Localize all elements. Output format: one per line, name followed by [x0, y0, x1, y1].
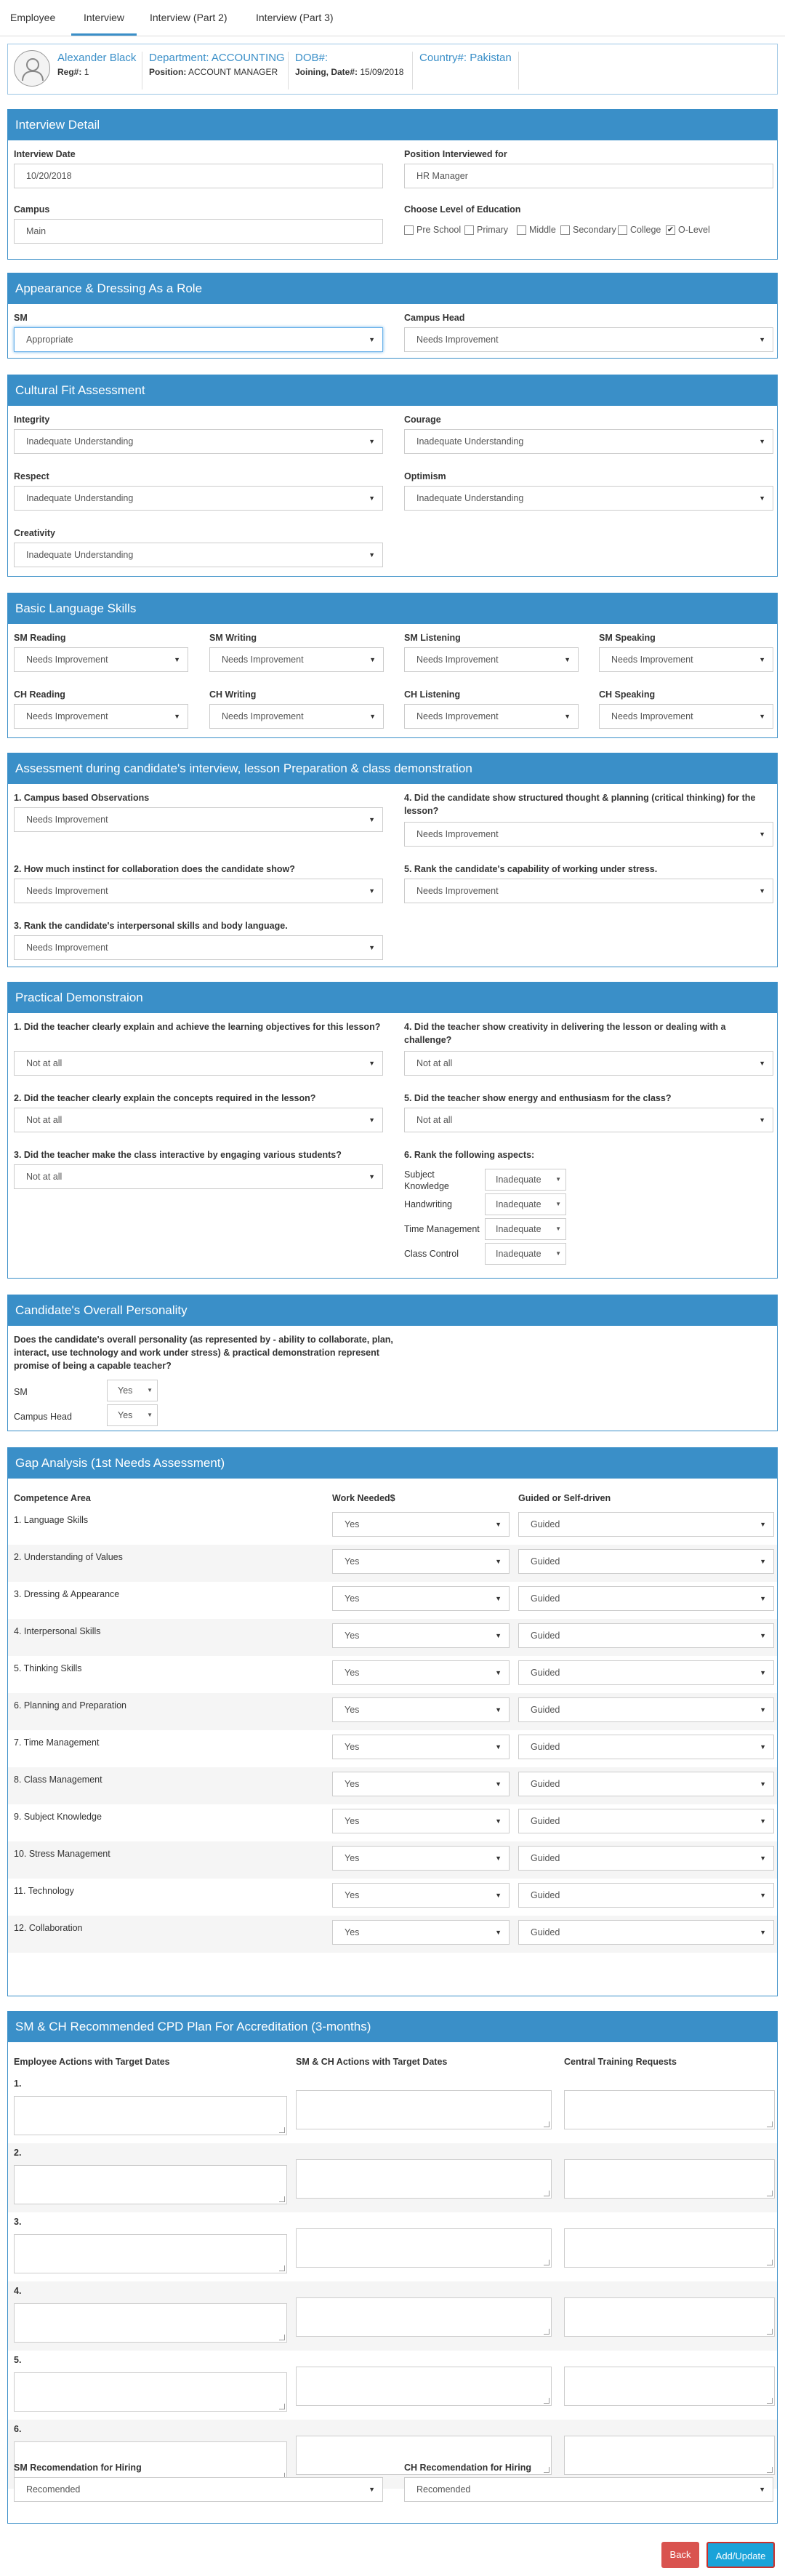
- checkbox-college[interactable]: College: [618, 225, 661, 235]
- chevron-down-icon: ▼: [759, 336, 765, 343]
- guided-select[interactable]: Guided ▼: [518, 1660, 774, 1685]
- central-training-textarea[interactable]: [564, 2297, 775, 2337]
- assessment-q5-label: 5. Rank the candidate's capability of working under stress.: [404, 864, 658, 874]
- campus-head-appearance-select[interactable]: Needs Improvement ▼: [404, 327, 773, 352]
- ch-recommendation-select[interactable]: Recomended ▼: [404, 2477, 773, 2502]
- creativity-select[interactable]: Inadequate Understanding ▼: [14, 543, 383, 567]
- personality-ch-select[interactable]: Yes ▼: [107, 1404, 158, 1426]
- practical-q2-label: 2. Did the teacher clearly explain the concepts required in the lesson?: [14, 1093, 316, 1103]
- chevron-down-icon: ▼: [369, 336, 375, 343]
- work-needed-select[interactable]: Yes ▼: [332, 1809, 510, 1833]
- work-needed-select[interactable]: Yes ▼: [332, 1846, 510, 1871]
- assessment-q2-select[interactable]: Needs Improvement ▼: [14, 879, 383, 903]
- ch-recommendation-label: CH Recomendation for Hiring: [404, 2463, 532, 2473]
- resize-grip-icon[interactable]: [767, 2329, 773, 2335]
- ch-reading-select[interactable]: Needs Improvement ▼: [14, 704, 188, 729]
- chevron-down-icon: ▼: [555, 1201, 561, 1207]
- panel-title: Candidate's Overall Personality: [8, 1295, 777, 1326]
- joining-label: Joining, Date#:: [295, 67, 358, 77]
- competence-area-label: 7. Time Management: [14, 1737, 100, 1748]
- back-button[interactable]: Back: [661, 2542, 699, 2568]
- resize-grip-icon[interactable]: [279, 2265, 285, 2271]
- cpd-row-number: 4.: [14, 2286, 22, 2296]
- chevron-down-icon: ▼: [759, 656, 765, 663]
- tab-bar: [0, 0, 785, 36]
- resize-grip-icon[interactable]: [767, 2121, 773, 2127]
- tab-interview-part-2[interactable]: Interview (Part 2): [150, 12, 228, 23]
- practical-q4-select[interactable]: Not at all ▼: [404, 1051, 773, 1076]
- personality-sm-select[interactable]: Yes ▼: [107, 1380, 158, 1401]
- department: Department: ACCOUNTING: [149, 52, 285, 64]
- resize-grip-icon[interactable]: [544, 2191, 550, 2196]
- integrity-label: Integrity: [14, 415, 50, 425]
- chevron-down-icon: ▼: [555, 1225, 561, 1232]
- column-header: Work Needed$: [332, 1493, 395, 1503]
- employee-actions-textarea[interactable]: [14, 2234, 287, 2273]
- guided-select[interactable]: Guided ▼: [518, 1920, 774, 1945]
- panel-title: Cultural Fit Assessment: [8, 375, 777, 406]
- resize-grip-icon[interactable]: [767, 2191, 773, 2196]
- central-training-textarea[interactable]: [564, 2159, 775, 2199]
- interview-detail-panel: [7, 109, 778, 260]
- guided-select[interactable]: Guided ▼: [518, 1549, 774, 1574]
- cpd-row-number: 1.: [14, 2079, 22, 2089]
- competence-area-label: 8. Class Management: [14, 1775, 102, 1785]
- resize-grip-icon[interactable]: [279, 2127, 285, 2133]
- campus-head-appearance-label: Campus Head: [404, 313, 465, 323]
- chevron-down-icon: ▼: [555, 1176, 561, 1183]
- position-value: ACCOUNT MANAGER: [188, 67, 278, 77]
- chevron-down-icon: ▼: [760, 1855, 766, 1862]
- aspect-subject-knowledge-select[interactable]: Inadequate ▼: [485, 1169, 566, 1191]
- sm-writing-label: SM Writing: [209, 633, 257, 643]
- chevron-down-icon: ▼: [495, 1669, 502, 1676]
- chevron-down-icon: ▼: [174, 713, 180, 720]
- respect-label: Respect: [14, 471, 49, 481]
- aspect-class-control-select[interactable]: Inadequate ▼: [485, 1243, 566, 1265]
- practical-q1-label: 1. Did the teacher clearly explain and achieve the learning objectives for this lesson?: [14, 1022, 381, 1032]
- checkbox-box[interactable]: [560, 225, 570, 235]
- sm-recommendation-select[interactable]: Recomended ▼: [14, 2477, 383, 2502]
- sm-ch-actions-textarea[interactable]: [296, 2228, 552, 2268]
- competence-area-label: 11. Technology: [14, 1886, 74, 1896]
- user-icon: [21, 57, 44, 81]
- competence-area-label: 5. Thinking Skills: [14, 1663, 82, 1673]
- aspect-handwriting-select[interactable]: Inadequate ▼: [485, 1193, 566, 1215]
- appearance-panel: [7, 273, 778, 359]
- tab-interview[interactable]: Interview: [71, 12, 137, 36]
- chevron-down-icon: ▼: [760, 1669, 766, 1676]
- assessment-q1-label: 1. Campus based Observations: [14, 793, 150, 803]
- work-needed-select[interactable]: Yes ▼: [332, 1623, 510, 1648]
- chevron-down-icon: ▼: [369, 887, 375, 895]
- dob: DOB#:: [295, 52, 329, 64]
- sm-writing-select[interactable]: Needs Improvement ▼: [209, 647, 384, 672]
- assessment-q4-label: 4. Did the candidate show structured thought & planning (critical thinking) for the lesson?: [404, 793, 756, 816]
- chevron-down-icon: ▼: [369, 656, 376, 663]
- cpd-row-number: 2.: [14, 2148, 22, 2158]
- chevron-down-icon: ▼: [564, 713, 571, 720]
- creativity-label: Creativity: [14, 528, 55, 538]
- respect-select[interactable]: Inadequate Understanding ▼: [14, 486, 383, 511]
- sm-ch-actions-textarea[interactable]: [296, 2159, 552, 2199]
- panel-title: Assessment during candidate's interview, lesson Preparation & class demonstration: [8, 753, 777, 784]
- chevron-down-icon: ▼: [369, 2486, 375, 2493]
- assessment-q2-label: 2. How much instinct for collaboration does the candidate show?: [14, 864, 295, 874]
- cpd-row-number: 3.: [14, 2217, 22, 2227]
- panel-title: Practical Demonstraion: [8, 983, 777, 1013]
- ch-reading-label: CH Reading: [14, 689, 65, 700]
- aspect-time-management-select[interactable]: Inadequate ▼: [485, 1218, 566, 1240]
- employee-actions-textarea[interactable]: [14, 2096, 287, 2135]
- chevron-down-icon: ▼: [759, 1116, 765, 1124]
- courage-select[interactable]: Inadequate Understanding ▼: [404, 429, 773, 454]
- cpd-row-number: 6.: [14, 2424, 22, 2434]
- sm-speaking-select[interactable]: Needs Improvement ▼: [599, 647, 773, 672]
- chevron-down-icon: ▼: [495, 1929, 502, 1936]
- chevron-down-icon: ▼: [369, 1116, 375, 1124]
- resize-grip-icon[interactable]: [544, 2121, 550, 2127]
- checkbox-box[interactable]: [618, 225, 627, 235]
- resize-grip-icon[interactable]: [767, 2398, 773, 2404]
- competence-area-label: 1. Language Skills: [14, 1515, 89, 1525]
- reg-label: Reg#:: [57, 67, 82, 77]
- personality-question: Does the candidate's overall personality (as represented by - ability to collaborate, plan, interact, use technology and work under stress) & practical demonstration represent promise of being a capable teacher?: [14, 1335, 393, 1371]
- ch-writing-select[interactable]: Needs Improvement ▼: [209, 704, 384, 729]
- employee-profile-card: [7, 44, 778, 95]
- chevron-down-icon: ▼: [760, 1521, 766, 1528]
- chevron-down-icon: ▼: [369, 438, 375, 445]
- sm-appearance-select[interactable]: Appropriate ▼: [14, 327, 383, 352]
- chevron-down-icon: ▼: [759, 713, 765, 720]
- central-training-textarea[interactable]: [564, 2436, 775, 2475]
- tab-interview-part-3[interactable]: Interview (Part 3): [256, 12, 334, 23]
- check-icon[interactable]: ✔: [667, 225, 675, 235]
- chevron-down-icon: ▼: [495, 1706, 502, 1713]
- sm-ch-actions-textarea[interactable]: [296, 2090, 552, 2129]
- ch-listening-select[interactable]: Needs Improvement ▼: [404, 704, 579, 729]
- panel-title: SM & CH Recommended CPD Plan For Accreditation (3-months): [8, 2012, 777, 2042]
- cultural-fit-panel: [7, 375, 778, 577]
- chevron-down-icon: ▼: [369, 1060, 375, 1067]
- checkbox-secondary[interactable]: Secondary: [560, 225, 616, 235]
- chevron-down-icon: ▼: [564, 656, 571, 663]
- competence-area-label: 3. Dressing & Appearance: [14, 1589, 120, 1599]
- chevron-down-icon: ▼: [369, 551, 375, 559]
- central-training-textarea[interactable]: [564, 2228, 775, 2268]
- aspect-label: Handwriting: [404, 1199, 453, 1209]
- practical-q1-select[interactable]: Not at all ▼: [14, 1051, 383, 1076]
- add-update-button[interactable]: Add/Update: [706, 2542, 775, 2568]
- work-needed-select[interactable]: Yes ▼: [332, 1512, 510, 1537]
- chevron-down-icon: ▼: [495, 1595, 502, 1602]
- interview-date-label: Interview Date: [14, 149, 76, 159]
- work-needed-select[interactable]: Yes ▼: [332, 1920, 510, 1945]
- campus-input[interactable]: Main: [14, 219, 383, 244]
- courage-label: Courage: [404, 415, 441, 425]
- language-skills-panel: [7, 593, 778, 738]
- chevron-down-icon: ▼: [369, 1173, 375, 1180]
- optimism-select[interactable]: Inadequate Understanding ▼: [404, 486, 773, 511]
- avatar: [14, 50, 50, 87]
- competence-area-label: 12. Collaboration: [14, 1923, 83, 1933]
- practical-q3-label: 3. Did the teacher make the class interactive by engaging various students?: [14, 1150, 342, 1160]
- chevron-down-icon: ▼: [147, 1412, 153, 1418]
- chevron-down-icon: ▼: [759, 1060, 765, 1067]
- chevron-down-icon: ▼: [495, 1743, 502, 1751]
- assessment-q1-select[interactable]: Needs Improvement ▼: [14, 807, 383, 832]
- work-needed-select[interactable]: Yes ▼: [332, 1660, 510, 1685]
- overall-personality-panel: [7, 1295, 778, 1431]
- assessment-q5-select[interactable]: Needs Improvement ▼: [404, 879, 773, 903]
- interview-date-input[interactable]: 10/20/2018: [14, 164, 383, 188]
- chevron-down-icon: ▼: [369, 944, 375, 951]
- resize-grip-icon[interactable]: [544, 2329, 550, 2335]
- aspect-label: Class Control: [404, 1249, 459, 1259]
- chevron-down-icon: ▼: [760, 1743, 766, 1751]
- resize-grip-icon[interactable]: [767, 2467, 773, 2473]
- cpd-row-number: 5.: [14, 2355, 22, 2365]
- joining-value: 15/09/2018: [360, 67, 404, 77]
- chevron-down-icon: ▼: [147, 1387, 153, 1393]
- work-needed-select[interactable]: Yes ▼: [332, 1697, 510, 1722]
- work-needed-select[interactable]: Yes ▼: [332, 1772, 510, 1796]
- sm-ch-actions-textarea[interactable]: [296, 2297, 552, 2337]
- guided-select[interactable]: Guided ▼: [518, 1809, 774, 1833]
- competence-area-label: 2. Understanding of Values: [14, 1552, 123, 1562]
- panel-title: Gap Analysis (1st Needs Assessment): [8, 1448, 777, 1479]
- practical-demonstration-panel: [7, 982, 778, 1279]
- chevron-down-icon: ▼: [495, 1632, 502, 1639]
- resize-grip-icon[interactable]: [279, 2404, 285, 2409]
- chevron-down-icon: ▼: [760, 1595, 766, 1602]
- position-interviewed-input[interactable]: HR Manager: [404, 164, 773, 188]
- panel-title: Interview Detail: [8, 110, 777, 140]
- chevron-down-icon: ▼: [495, 1521, 502, 1528]
- chevron-down-icon: ▼: [760, 1929, 766, 1936]
- checkbox-pre-school[interactable]: Pre School: [404, 225, 461, 235]
- sm-appearance-label: SM: [14, 313, 28, 323]
- guided-select[interactable]: Guided ▼: [518, 1586, 774, 1611]
- panel-title: Basic Language Skills: [8, 593, 777, 624]
- personality-ch-label: Campus Head: [14, 1412, 72, 1422]
- reg-value: 1: [84, 67, 89, 77]
- guided-select[interactable]: Guided ▼: [518, 1512, 774, 1537]
- chevron-down-icon: ▼: [759, 887, 765, 895]
- aspect-label: Subject Knowledge: [404, 1169, 449, 1191]
- work-needed-select[interactable]: Yes ▼: [332, 1586, 510, 1611]
- employee-actions-textarea[interactable]: [14, 2303, 287, 2343]
- central-training-textarea[interactable]: [564, 2090, 775, 2129]
- resize-grip-icon[interactable]: [279, 2196, 285, 2202]
- optimism-label: Optimism: [404, 471, 446, 481]
- assessment-q3-label: 3. Rank the candidate's interpersonal skills and body language.: [14, 921, 288, 931]
- resize-grip-icon[interactable]: [767, 2260, 773, 2265]
- chevron-down-icon: ▼: [760, 1632, 766, 1639]
- chevron-down-icon: ▼: [760, 1817, 766, 1825]
- sm-reading-label: SM Reading: [14, 633, 66, 643]
- column-header: Competence Area: [14, 1493, 91, 1503]
- education-checkboxes: [404, 225, 775, 236]
- checkbox-box[interactable]: [464, 225, 474, 235]
- campus-label: Campus: [14, 204, 50, 215]
- chevron-down-icon: ▼: [369, 713, 376, 720]
- practical-q6-label: 6. Rank the following aspects:: [404, 1150, 535, 1160]
- competence-area-label: 4. Interpersonal Skills: [14, 1626, 101, 1636]
- chevron-down-icon: ▼: [760, 1706, 766, 1713]
- employee-actions-textarea[interactable]: [14, 2165, 287, 2204]
- chevron-down-icon: ▼: [759, 438, 765, 445]
- education-label: Choose Level of Education: [404, 204, 521, 215]
- assessment-panel: [7, 753, 778, 967]
- chevron-down-icon: ▼: [495, 1817, 502, 1825]
- employee-name[interactable]: Alexander Black: [57, 52, 137, 64]
- chevron-down-icon: ▼: [174, 656, 180, 663]
- chevron-down-icon: ▼: [495, 1855, 502, 1862]
- ch-writing-label: CH Writing: [209, 689, 257, 700]
- competence-area-label: 6. Planning and Preparation: [14, 1700, 126, 1711]
- tab-employee[interactable]: Employee: [10, 12, 56, 23]
- column-header: Guided or Self-driven: [518, 1493, 611, 1503]
- checkbox-o-level[interactable]: ✔ O-Level: [667, 225, 710, 235]
- resize-grip-icon[interactable]: [544, 2260, 550, 2265]
- sm-ch-actions-textarea[interactable]: [296, 2367, 552, 2406]
- chevron-down-icon: ▼: [495, 1558, 502, 1565]
- chevron-down-icon: ▼: [760, 1558, 766, 1565]
- column-header: Central Training Requests: [564, 2057, 677, 2067]
- work-needed-select[interactable]: Yes ▼: [332, 1883, 510, 1908]
- personality-sm-label: SM: [14, 1387, 28, 1397]
- column-header: Employee Actions with Target Dates: [14, 2057, 170, 2067]
- chevron-down-icon: ▼: [760, 1892, 766, 1899]
- chevron-down-icon: ▼: [369, 495, 375, 502]
- sm-reading-select[interactable]: Needs Improvement ▼: [14, 647, 188, 672]
- chevron-down-icon: ▼: [760, 1780, 766, 1788]
- country: Country#: Pakistan: [419, 52, 512, 64]
- sm-speaking-label: SM Speaking: [599, 633, 656, 643]
- practical-q5-select[interactable]: Not at all ▼: [404, 1108, 773, 1132]
- competence-area-label: 10. Stress Management: [14, 1849, 110, 1859]
- aspect-label: Time Management: [404, 1224, 480, 1234]
- guided-select[interactable]: Guided ▼: [518, 1735, 774, 1759]
- resize-grip-icon[interactable]: [544, 2467, 550, 2473]
- guided-select[interactable]: Guided ▼: [518, 1623, 774, 1648]
- chevron-down-icon: ▼: [759, 2486, 765, 2493]
- work-needed-select[interactable]: Yes ▼: [332, 1735, 510, 1759]
- position-label: Position:: [149, 67, 187, 77]
- checkbox-box[interactable]: [404, 225, 414, 235]
- guided-select[interactable]: Guided ▼: [518, 1772, 774, 1796]
- competence-area-label: 9. Subject Knowledge: [14, 1812, 102, 1822]
- chevron-down-icon: ▼: [369, 816, 375, 823]
- checkbox-box[interactable]: [517, 225, 526, 235]
- integrity-select[interactable]: Inadequate Understanding ▼: [14, 429, 383, 454]
- column-header: SM & CH Actions with Target Dates: [296, 2057, 448, 2067]
- practical-q5-label: 5. Did the teacher show energy and enthusiasm for the class?: [404, 1093, 672, 1103]
- employee-actions-textarea[interactable]: [14, 2372, 287, 2412]
- chevron-down-icon: ▼: [759, 495, 765, 502]
- checkbox-middle[interactable]: Middle: [517, 225, 556, 235]
- position-interviewed-label: Position Interviewed for: [404, 149, 507, 159]
- central-training-textarea[interactable]: [564, 2367, 775, 2406]
- panel-title: Appearance & Dressing As a Role: [8, 273, 777, 304]
- chevron-down-icon: ▼: [495, 1780, 502, 1788]
- sm-recommendation-label: SM Recomendation for Hiring: [14, 2463, 142, 2473]
- ch-listening-label: CH Listening: [404, 689, 461, 700]
- gap-analysis-panel: [7, 1447, 778, 1996]
- assessment-q3-select[interactable]: Needs Improvement ▼: [14, 935, 383, 960]
- cpd-plan-panel: [7, 2011, 778, 2524]
- guided-select[interactable]: Guided ▼: [518, 1883, 774, 1908]
- resize-grip-icon[interactable]: [544, 2398, 550, 2404]
- practical-q2-select[interactable]: Not at all ▼: [14, 1108, 383, 1132]
- checkbox-primary[interactable]: Primary: [464, 225, 508, 235]
- guided-select[interactable]: Guided ▼: [518, 1846, 774, 1871]
- practical-q4-label: 4. Did the teacher show creativity in delivering the lesson or dealing with a challenge?: [404, 1022, 726, 1045]
- sm-listening-label: SM Listening: [404, 633, 461, 643]
- practical-q3-select[interactable]: Not at all ▼: [14, 1164, 383, 1189]
- work-needed-select[interactable]: Yes ▼: [332, 1549, 510, 1574]
- chevron-down-icon: ▼: [759, 831, 765, 838]
- chevron-down-icon: ▼: [555, 1250, 561, 1257]
- resize-grip-icon[interactable]: [279, 2335, 285, 2340]
- assessment-q4-select[interactable]: Needs Improvement ▼: [404, 822, 773, 847]
- sm-listening-select[interactable]: Needs Improvement ▼: [404, 647, 579, 672]
- ch-speaking-label: CH Speaking: [599, 689, 656, 700]
- guided-select[interactable]: Guided ▼: [518, 1697, 774, 1722]
- ch-speaking-select[interactable]: Needs Improvement ▼: [599, 704, 773, 729]
- chevron-down-icon: ▼: [495, 1892, 502, 1899]
